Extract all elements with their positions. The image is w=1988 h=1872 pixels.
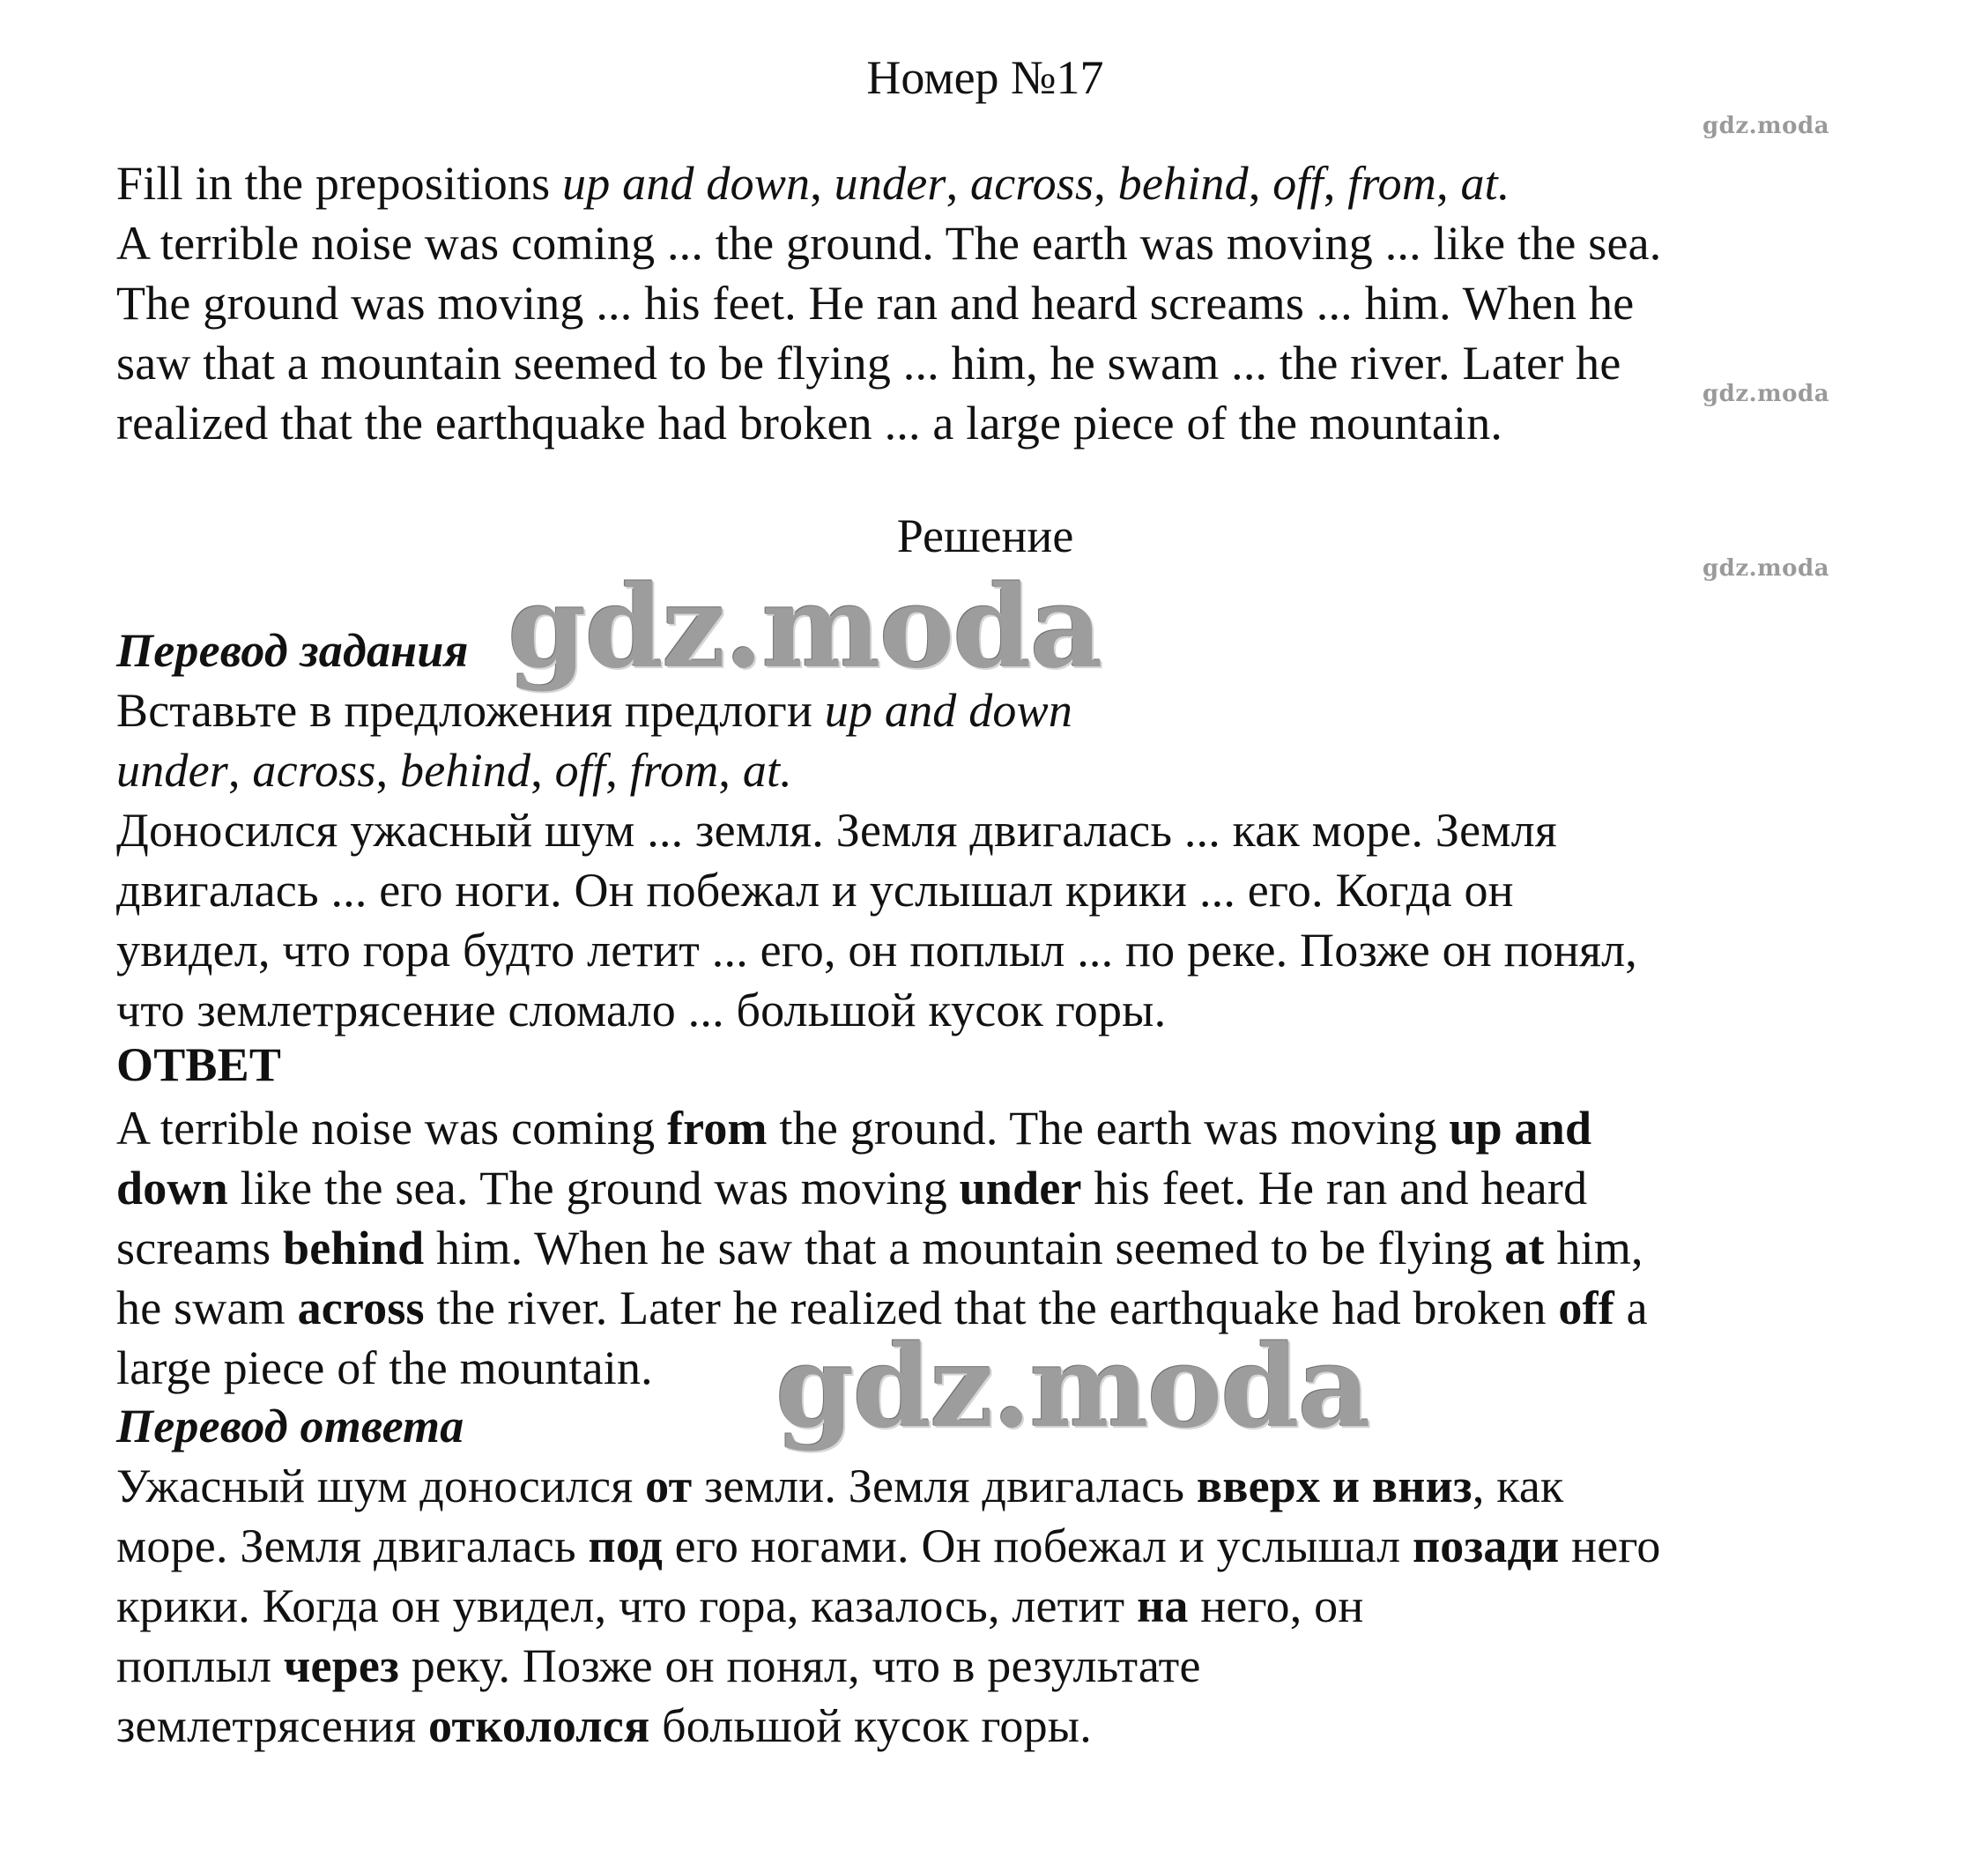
- answer-preposition: вверх и вниз: [1196, 1460, 1472, 1512]
- preposition: up and down: [824, 684, 1073, 737]
- answer-preposition: под: [588, 1519, 663, 1572]
- text-segment: крики. Когда он увидел, что гора, казалось, летит: [116, 1579, 1138, 1632]
- task-instruction-prefix: Fill in the prepositions: [116, 157, 563, 210]
- task-translation-preposition-list: under, across, behind, off, from, at.: [116, 744, 792, 797]
- text-segment: the ground. The earth was moving: [767, 1102, 1450, 1155]
- text-segment: screams: [116, 1222, 284, 1274]
- answer-preposition: behind: [283, 1222, 425, 1274]
- answer-line: [116, 1220, 1643, 1276]
- answer-preposition: across: [297, 1281, 425, 1334]
- answer-preposition: через: [283, 1639, 399, 1692]
- watermark-small-1: gdz.moda: [1702, 113, 1830, 139]
- preposition: from: [629, 744, 719, 797]
- answer-heading: ОТВЕТ: [116, 1038, 282, 1091]
- answer-translation-line: [116, 1458, 1563, 1514]
- answer-line: [116, 1340, 653, 1396]
- task-translation-instruction-prefix: Вставьте в предложения предлоги: [116, 684, 825, 737]
- text-segment: his feet. He ran and heard: [1081, 1162, 1588, 1215]
- task-translation-instruction: [116, 682, 1072, 739]
- answer-translation-line: [116, 1518, 1661, 1574]
- text-segment: него: [1559, 1519, 1661, 1572]
- preposition: from: [1347, 157, 1437, 210]
- task-line: saw that a mountain seemed to be flying ... him, he swam ... the river. Later he: [116, 337, 1621, 390]
- answer-preposition: на: [1137, 1579, 1189, 1632]
- text-segment: него, он: [1188, 1579, 1364, 1632]
- text-segment: поплыл: [116, 1639, 284, 1692]
- preposition: across: [252, 744, 376, 797]
- task-translation-line: Доносился ужасный шум ... земля. Земля двигалась ... как море. Земля: [116, 804, 1557, 857]
- preposition: across: [970, 157, 1094, 210]
- answer-translation-line: [116, 1638, 1201, 1694]
- watermark-small-3: gdz.moda: [1702, 555, 1830, 582]
- task-translation-line: что землетрясение сломало ... большой кусок горы.: [116, 984, 1167, 1036]
- answer-preposition: under: [959, 1162, 1082, 1215]
- answer-preposition: откололся: [428, 1699, 650, 1752]
- text-segment: земли. Земля двигалась: [692, 1460, 1197, 1512]
- text-segment: реку. Позже он понял, что в результате: [399, 1639, 1201, 1692]
- preposition: at: [742, 744, 781, 797]
- answer-line: [116, 1100, 1591, 1156]
- text-segment: , как: [1472, 1460, 1564, 1512]
- preposition: off: [1272, 157, 1324, 210]
- text-segment: he swam: [116, 1281, 298, 1334]
- task-line: realized that the earthquake had broken ... a large piece of the mountain.: [116, 397, 1503, 449]
- task-translation-line: увидел, что гора будто летит ... его, он поплыл ... по реке. Позже он понял,: [116, 924, 1637, 977]
- preposition: behind: [400, 744, 531, 797]
- task-translation-heading: Перевод задания: [116, 624, 469, 677]
- answer-translation-line: [116, 1578, 1363, 1634]
- text-segment: A terrible noise was coming: [116, 1102, 667, 1155]
- watermark-large-1: gdz.moda: [508, 561, 1102, 694]
- text-segment: him,: [1544, 1222, 1643, 1274]
- watermark-large-2: gdz.moda: [775, 1321, 1369, 1453]
- text-segment: море. Земля двигалась: [116, 1519, 589, 1572]
- text-segment: землетрясения: [116, 1699, 429, 1752]
- task-instruction: Fill in the prepositions up and down, under, across, behind, off, from, at.: [116, 157, 1510, 210]
- watermark-small-2: gdz.moda: [1702, 381, 1830, 407]
- task-line: A terrible noise was coming ... the ground. The earth was moving ... like the sea.: [116, 217, 1662, 270]
- answer-preposition: up and: [1449, 1102, 1592, 1155]
- preposition: under: [834, 157, 946, 210]
- text-segment: a: [1613, 1281, 1648, 1334]
- answer-preposition: from: [666, 1102, 768, 1155]
- text-segment: large piece of the mountain.: [116, 1341, 653, 1394]
- preposition: under: [116, 744, 228, 797]
- preposition: behind: [1117, 157, 1249, 210]
- task-line: The ground was moving ... his feet. He ran and heard screams ... him. When he: [116, 277, 1635, 330]
- solution-title: Решение: [896, 509, 1074, 562]
- answer-line: [116, 1160, 1587, 1216]
- answer-preposition: от: [645, 1460, 693, 1512]
- preposition: at: [1460, 157, 1498, 210]
- answer-preposition: down: [116, 1162, 228, 1215]
- preposition: up and down: [562, 157, 811, 210]
- answer-translation-line: [116, 1697, 1092, 1754]
- text-segment: him. When he saw that a mountain seemed to be flying: [424, 1222, 1505, 1274]
- text-segment: the river. Later he realized that the earthquake had broken: [424, 1281, 1559, 1334]
- text-segment: Ужасный шум доносился: [116, 1460, 646, 1512]
- text-segment: его ногами. Он побежал и услышал: [662, 1519, 1413, 1572]
- page-title: Номер №17: [866, 51, 1104, 104]
- preposition: off: [554, 744, 606, 797]
- text-segment: большой кусок горы.: [649, 1699, 1092, 1752]
- answer-preposition: off: [1558, 1281, 1614, 1334]
- answer-preposition: at: [1504, 1222, 1545, 1274]
- task-translation-line: двигалась ... его ноги. Он побежал и услышал крики ... его. Когда он: [116, 864, 1514, 917]
- text-segment: like the sea. The ground was moving: [227, 1162, 960, 1215]
- answer-translation-heading: Перевод ответа: [116, 1400, 464, 1452]
- answer-preposition: позади: [1412, 1519, 1560, 1572]
